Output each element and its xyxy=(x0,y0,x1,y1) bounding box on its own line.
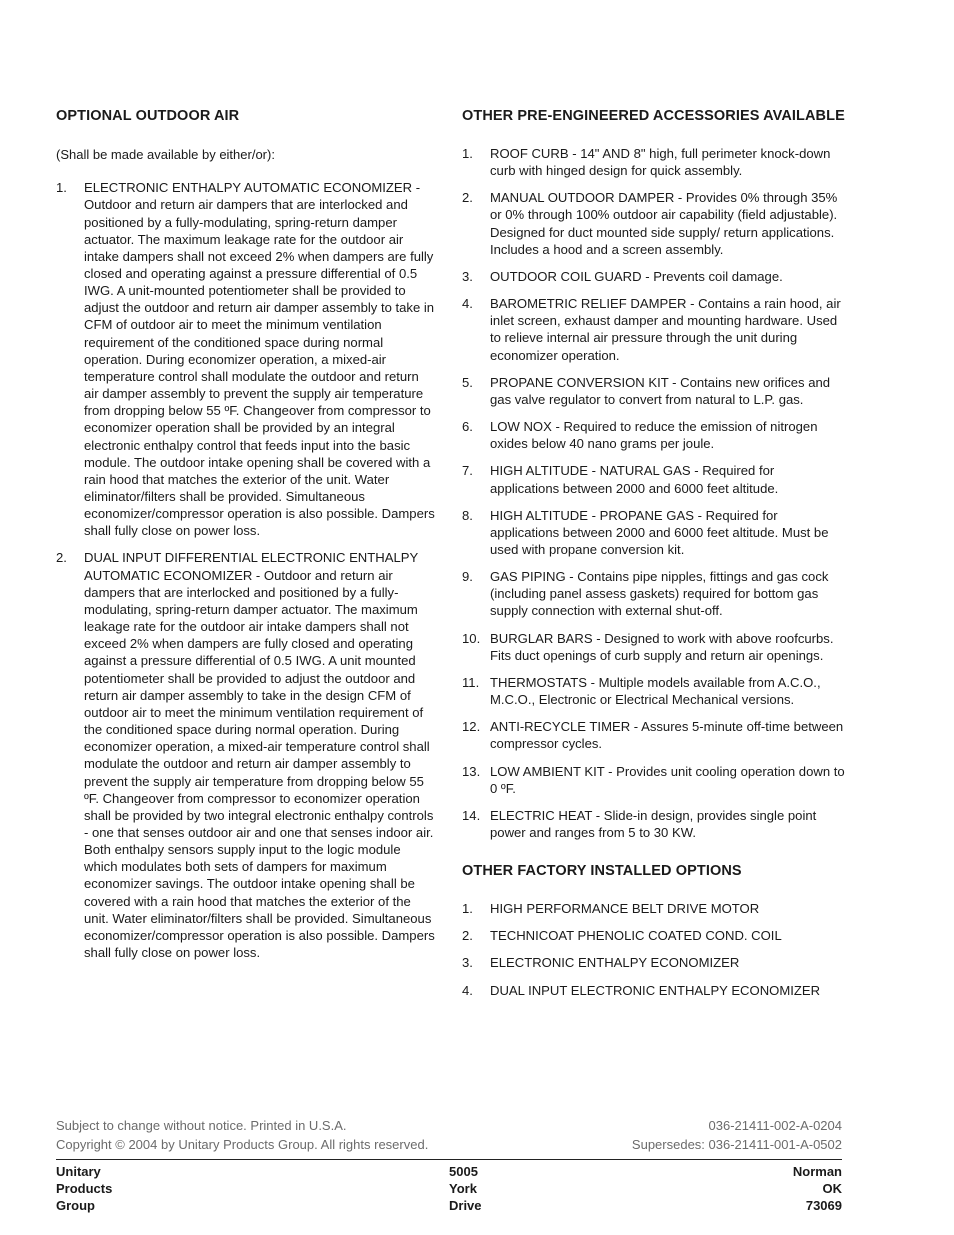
footer-divider xyxy=(56,1159,842,1160)
list-item xyxy=(462,763,846,797)
item-number: 4. xyxy=(462,982,473,998)
list-item xyxy=(462,462,846,496)
list-item xyxy=(56,179,436,539)
list-item xyxy=(462,418,846,452)
supersedes-text: Supersedes: 036-21411-001-A-0502 xyxy=(631,1137,842,1152)
item-text: ANTI-RECYCLE TIMER - Assures 5-minute off-time between compressor cycles. xyxy=(490,719,844,752)
list-item xyxy=(462,568,846,619)
list-item xyxy=(462,374,846,408)
item-text: GAS PIPING - Contains pipe nipples, fittings and gas cock (including panel assess gaskets) required for bottom gas supply connection with external shut-off. xyxy=(490,569,829,619)
list-item xyxy=(462,145,846,179)
footer-notice xyxy=(56,1116,842,1154)
left-column xyxy=(56,107,436,971)
list-item xyxy=(462,718,846,752)
street-address xyxy=(449,1163,482,1214)
street-line: 5005 xyxy=(449,1164,478,1179)
list-item xyxy=(462,982,846,999)
section-heading-outdoor-air: OPTIONAL OUTDOOR AIR xyxy=(56,108,240,124)
list-item xyxy=(462,268,846,285)
list-item xyxy=(462,674,846,708)
list-item xyxy=(462,927,846,944)
list-item xyxy=(56,549,436,961)
item-number: 3. xyxy=(462,955,473,971)
item-text: ELECTRIC HEAT - Slide-in design, provides single point power and ranges from 5 to 30 KW. xyxy=(490,807,817,840)
outdoor-air-list xyxy=(56,179,436,961)
item-text: LOW NOX - Required to reduce the emission of nitrogen oxides below 40 nano grams per joule. xyxy=(490,419,818,452)
item-number: 9. xyxy=(462,569,473,585)
street-line: York xyxy=(449,1181,477,1196)
item-text: HIGH ALTITUDE - PROPANE GAS - Required for applications between 2000 and 6000 feet altitude. Must be used with propane conversion kit. xyxy=(490,507,829,557)
item-text: TECHNICOAT PHENOLIC COATED COND. COIL xyxy=(490,928,782,944)
item-number: 4. xyxy=(462,296,473,312)
company-line: Products xyxy=(56,1181,113,1196)
item-number: 1. xyxy=(462,901,473,917)
company-line: Group xyxy=(56,1198,95,1213)
item-text: LOW AMBIENT KIT - Provides unit cooling operation down to 0 ºF. xyxy=(490,763,845,796)
list-item xyxy=(462,507,846,558)
item-number: 2. xyxy=(56,550,67,566)
item-number: 13. xyxy=(462,763,481,779)
item-text: MANUAL OUTDOOR DAMPER - Provides 0% through 35% or 0% through 100% outdoor air capability (field adjustable). Designed for duct mounted side supply/ return applications. Includes a hood and a screen assembly. xyxy=(490,190,838,257)
notice-text: Subject to change without notice. Printed in U.S.A. xyxy=(56,1118,347,1133)
city-line: 73069 xyxy=(805,1198,842,1213)
right-column xyxy=(462,107,846,1009)
item-number: 6. xyxy=(462,419,473,435)
item-number: 7. xyxy=(462,463,473,479)
factory-options-list xyxy=(462,900,846,999)
intro-text: (Shall be made available by either/or): xyxy=(56,147,275,162)
item-text: BURGLAR BARS - Designed to work with above roofcurbs. Fits duct openings of curb supply and return air openings. xyxy=(490,630,834,663)
section-heading-accessories: OTHER PRE-ENGINEERED ACCESSORIES AVAILABLE xyxy=(462,108,845,124)
item-text: DUAL INPUT DIFFERENTIAL ELECTRONIC ENTHALPY AUTOMATIC ECONOMIZER - Outdoor and return air dampers that are interlocked and positioned by a fully-modulating, spring-return damper actuator. The maximum leakage rate for the outdoor air intake dampers shall not exceed 2% when dampers are fully closed and operating against a pressure differential of 0.5 IWG. A unit mounted potentiometer shall be provided to adjust the outdoor and return air damper assembly to take in the design CFM of outdoor air to meet the minimum ventilation requirement of the conditioned space during normal operation. During economizer operation, a mixed-air temperature control shall modulate the outdoor and return air damper assembly to prevent the supply air temperature from dropping below 55 ºF. Changeover from compressor to economizer operation shall be provided by two integral electronic enthalpy controls - one that senses outdoor air and one that senses indoor air. Both enthalpy sensors supply input to the logic module which modulates both sets of dampers for maximum economizer savings. The outdoor intake opening shall be covered with a rain hood that matches the exterior of the unit. Water eliminator/filters shall be provided. Simultaneous economizer/compressor operation is also possible. Dampers shall fully close on power loss. xyxy=(84,550,435,961)
doc-number: 036-21411-002-A-0204 xyxy=(708,1118,842,1133)
item-number: 11. xyxy=(462,674,480,690)
list-item xyxy=(462,630,846,664)
list-item xyxy=(462,295,846,364)
item-text: THERMOSTATS - Multiple models available from A.C.O., M.C.O., Electronic or Electrical Mechanical versions. xyxy=(490,674,821,708)
item-number: 5. xyxy=(462,374,473,390)
item-text: ROOF CURB - 14" AND 8" high, full perimeter knock-down curb with hinged design for quick assembly. xyxy=(490,146,831,179)
item-text: DUAL INPUT ELECTRONIC ENTHALPY ECONOMIZER xyxy=(490,982,821,998)
item-number: 1. xyxy=(56,180,67,196)
item-number: 12. xyxy=(462,719,481,735)
company-line: Unitary xyxy=(56,1164,101,1179)
list-item xyxy=(462,900,846,917)
copyright-text: Copyright © 2004 by Unitary Products Group. All rights reserved. xyxy=(56,1137,429,1152)
item-text: OUTDOOR COIL GUARD - Prevents coil damage. xyxy=(490,268,783,284)
list-item xyxy=(462,807,846,841)
item-number: 2. xyxy=(462,928,473,944)
item-number: 14. xyxy=(462,807,481,823)
city-line: OK xyxy=(822,1181,842,1196)
footer-address xyxy=(56,1163,842,1214)
company-name xyxy=(56,1163,112,1214)
accessories-list xyxy=(462,145,846,841)
item-text: BAROMETRIC RELIEF DAMPER - Contains a rain hood, air inlet screen, exhaust damper and mounting hardware. Used to relieve internal air pressure through the unit during economizer operation. xyxy=(490,296,841,363)
item-number: 2. xyxy=(462,190,473,206)
item-text: ELECTRONIC ENTHALPY AUTOMATIC ECONOMIZER - Outdoor and return air dampers that are interlocked and positioned by a fully-modulating, spring-return damper actuator. The maximum leakage rate for the outdoor air intake dampers shall not exceed 2% when dampers are fully closed and operating against a pressure differential of 0.5 IWG. A unit-mounted potentiometer shall be provided to adjust the outdoor and return air damper assembly to take in CFM of outdoor air to meet the minimum ventilation requirement of the conditioned space during normal operation. During economizer operation, a mixed-air temperature control shall modulate the outdoor and return air damper assembly to prevent the supply air temperature from dropping below 55 ºF. Changeover from compressor to economizer operation shall be provided by an integral electronic enthalpy control that feeds input into the basic module. The outdoor intake opening shall be covered with a rain hood that matches the exterior of the unit. Water eliminator/filters shall be provided. Simultaneous economizer/compressor operation is also possible. Dampers shall fully close on power loss. xyxy=(84,180,435,539)
item-number: 3. xyxy=(462,268,473,284)
list-item xyxy=(462,954,846,971)
item-number: 10. xyxy=(462,630,481,646)
item-text: HIGH PERFORMANCE BELT DRIVE MOTOR xyxy=(490,901,760,917)
item-number: 8. xyxy=(462,507,473,523)
item-number: 1. xyxy=(462,146,473,161)
city-line: Norman xyxy=(792,1164,842,1179)
item-text: PROPANE CONVERSION KIT - Contains new orifices and gas valve regulator to convert from natural to L.P. gas. xyxy=(490,374,831,407)
section-heading-factory-options: OTHER FACTORY INSTALLED OPTIONS xyxy=(462,863,742,880)
city-address xyxy=(793,1163,842,1214)
list-item xyxy=(462,189,846,258)
street-line: Drive xyxy=(449,1198,482,1213)
item-text: ELECTRONIC ENTHALPY ECONOMIZER xyxy=(490,955,740,971)
item-text: HIGH ALTITUDE - NATURAL GAS - Required for applications between 2000 and 6000 feet altitude. xyxy=(490,463,779,496)
